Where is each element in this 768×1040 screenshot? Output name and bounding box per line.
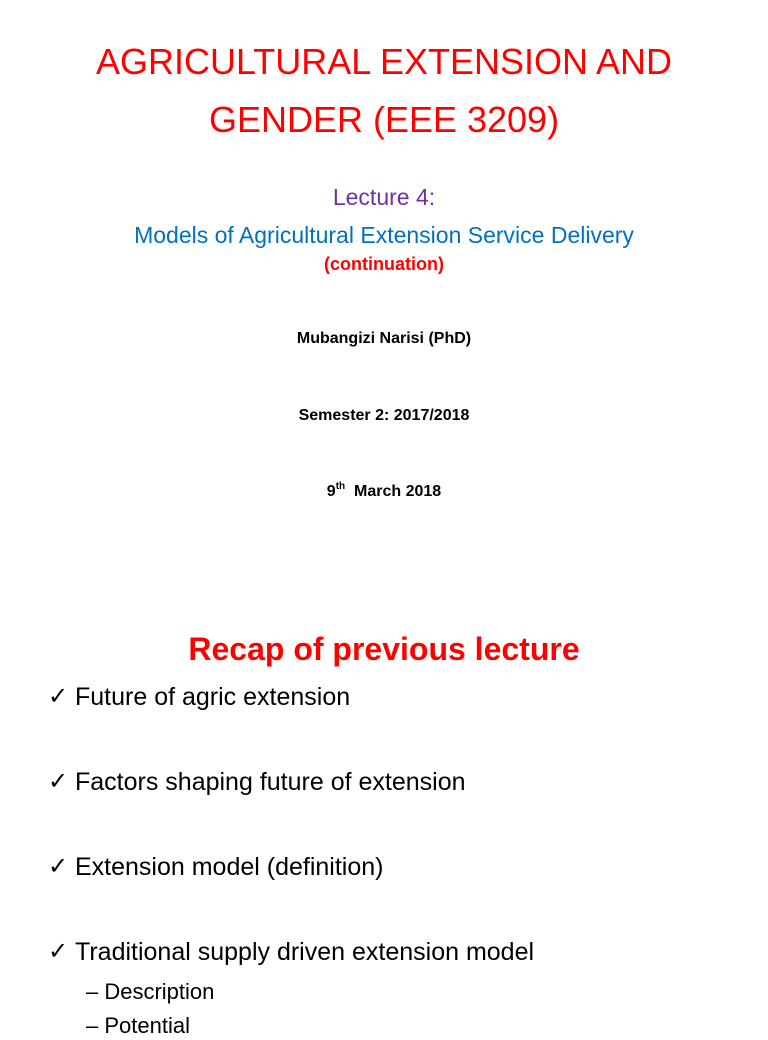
- date-month-year: March 2018: [345, 483, 442, 500]
- lecture-note: (continuation): [324, 254, 444, 274]
- check-icon: ✓: [48, 853, 69, 880]
- lecture-date: [0, 481, 768, 503]
- recap-bullet-text: Traditional supply driven extension model: [75, 938, 535, 966]
- lecture-number: Lecture 4:: [332, 184, 436, 210]
- recap-bullet: [48, 765, 466, 799]
- recap-slide: [0, 576, 768, 1038]
- check-icon: ✓: [48, 938, 69, 965]
- author-name: Mubangizi Narisi (PhD): [296, 330, 472, 347]
- recap-bullet: [48, 680, 350, 714]
- check-icon: ✓: [48, 683, 69, 710]
- course-title-line-2: GENDER (EEE 3209): [208, 99, 560, 140]
- recap-bullet-text: Future of agric extension: [75, 683, 351, 711]
- recap-bullet: [48, 850, 384, 884]
- lecture-topic: Models of Agricultural Extension Service Delivery: [134, 222, 634, 248]
- check-icon: ✓: [48, 768, 69, 795]
- recap-bullet-text: Extension model (definition): [75, 853, 384, 881]
- recap-heading: Recap of previous lecture: [188, 631, 580, 667]
- recap-bullet: [48, 935, 534, 969]
- date-day: 9: [326, 483, 336, 500]
- date-ordinal-suffix: th: [335, 481, 346, 492]
- recap-sub-bullet: – Description: [86, 979, 215, 1004]
- recap-bullet-text: Factors shaping future of extension: [75, 768, 466, 796]
- recap-sub-bullet: – Potential: [86, 1013, 190, 1038]
- course-title-line-1: AGRICULTURAL EXTENSION AND: [95, 41, 673, 82]
- semester-label: Semester 2: 2017/2018: [298, 407, 470, 424]
